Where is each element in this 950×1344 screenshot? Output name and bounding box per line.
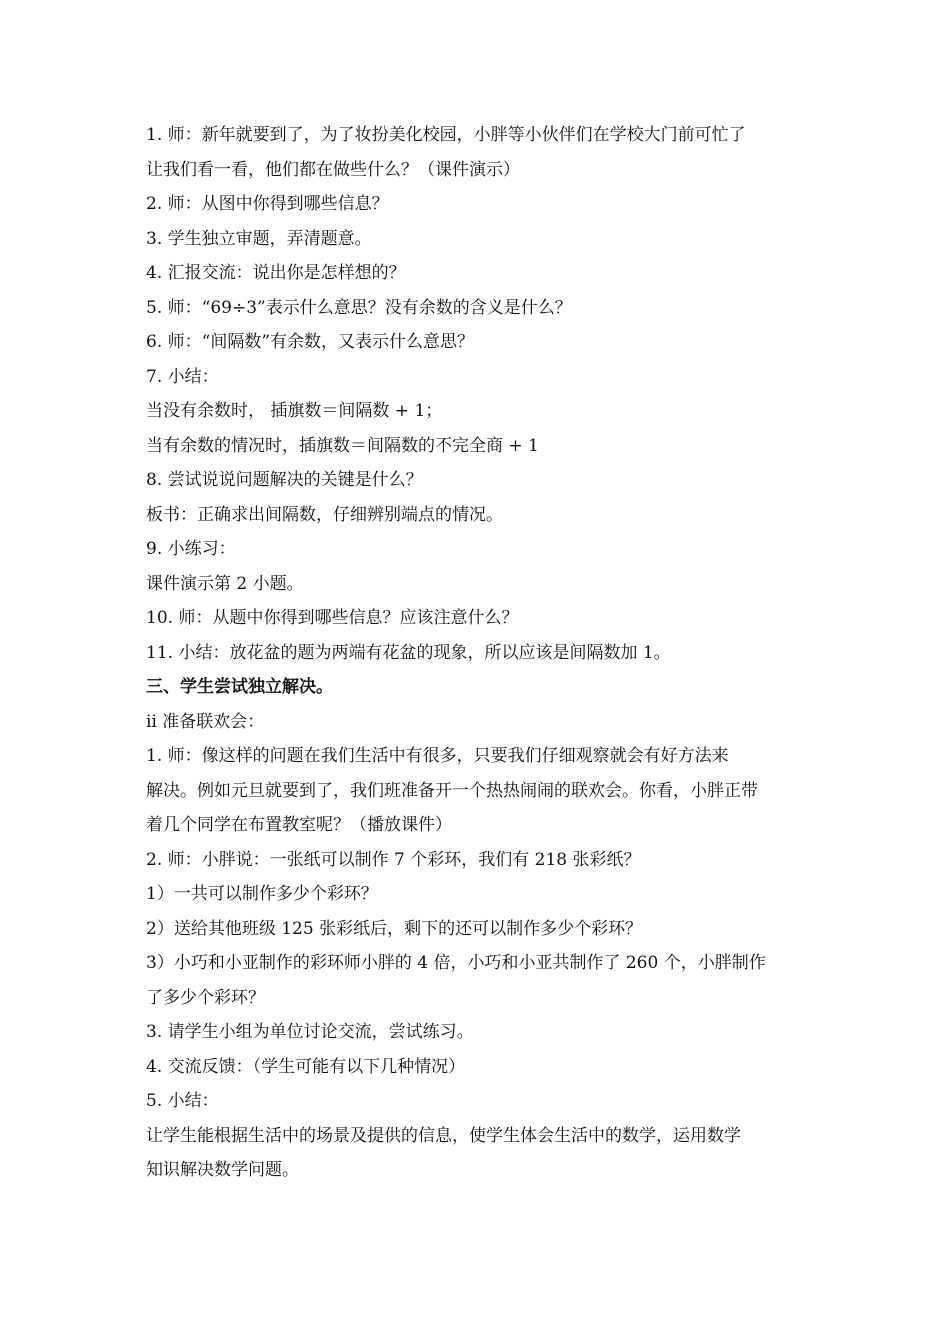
text-line: 1）一共可以制作多少个彩环？ xyxy=(146,884,378,904)
text-line: 10. 师：从题中你得到哪些信息？应该注意什么？ xyxy=(146,608,519,628)
text-line: 板书：正确求出间隔数，仔细辨别端点的情况。 xyxy=(146,504,503,525)
text-line: 2. 师：小胖说：一张纸可以制作 7 个彩环，我们有 218 张彩纸？ xyxy=(146,849,641,870)
text-line: ⅱ 准备联欢会： xyxy=(146,711,265,732)
text-line: 5. 小结： xyxy=(146,1091,219,1111)
text-line: 1. 师：像这样的问题在我们生活中有很多，只要我们仔细观察就会有好方法来 xyxy=(146,746,729,766)
text-line: 让我们看一看，他们都在做些什么？（课件演示） xyxy=(146,159,520,180)
text-line: 当没有余数时， 插旗数＝间隔数 + 1； xyxy=(146,401,443,421)
text-line: 让学生能根据生活中的场景及提供的信息，使学生体会生活中的数学，运用数学 xyxy=(146,1125,741,1146)
text-line: 9. 小练习： xyxy=(146,539,236,559)
text-line: 3. 请学生小组为单位讨论交流，尝试练习。 xyxy=(146,1022,474,1042)
text-line: 4. 交流反馈：（学生可能有以下几种情况） xyxy=(146,1056,466,1077)
text-line: 2. 师：从图中你得到哪些信息？ xyxy=(146,194,389,214)
text-line: 6. 师：“间隔数”有余数，又表示什么意思？ xyxy=(146,332,475,352)
text-line: 了多少个彩环？ xyxy=(146,987,265,1008)
text-line: 3. 学生独立审题，弄清题意。 xyxy=(146,228,372,249)
text-line: 5. 师：“69÷3”表示什么意思？没有余数的含义是什么？ xyxy=(146,297,572,318)
text-line: 当有余数的情况时，插旗数＝间隔数的不完全商 + 1 xyxy=(146,435,539,456)
text-line: 3）小巧和小亚制作的彩环师小胖的 4 倍，小巧和小亚共制作了 260 个，小胖制作 xyxy=(146,953,766,973)
text-line: 2）送给其他班级 125 张彩纸后，剩下的还可以制作多少个彩环？ xyxy=(146,918,643,939)
text-line: 知识解决数学问题。 xyxy=(146,1160,299,1180)
document-body xyxy=(146,118,810,1188)
text-line: 1. 师：新年就要到了，为了妆扮美化校园，小胖等小伙伴们在学校大门前可忙了 xyxy=(146,125,746,145)
text-line: 8. 尝试说说问题解决的关键是什么？ xyxy=(146,470,423,490)
section-heading: 三、学生尝试独立解决。 xyxy=(146,677,333,697)
text-line: 4. 汇报交流：说出你是怎样想的？ xyxy=(146,263,406,283)
text-line: 解决。例如元旦就要到了，我们班准备开一个热热闹闹的联欢会。你看，小胖正带 xyxy=(146,780,758,801)
text-line: 课件演示第 2 小题。 xyxy=(146,573,304,594)
text-line: 着几个同学在布置教室呢？（播放课件） xyxy=(146,815,452,835)
text-line: 7. 小结： xyxy=(146,366,219,387)
text-line: 11. 小结：放花盆的题为两端有花盆的现象，所以应该是间隔数加 1。 xyxy=(146,642,671,663)
